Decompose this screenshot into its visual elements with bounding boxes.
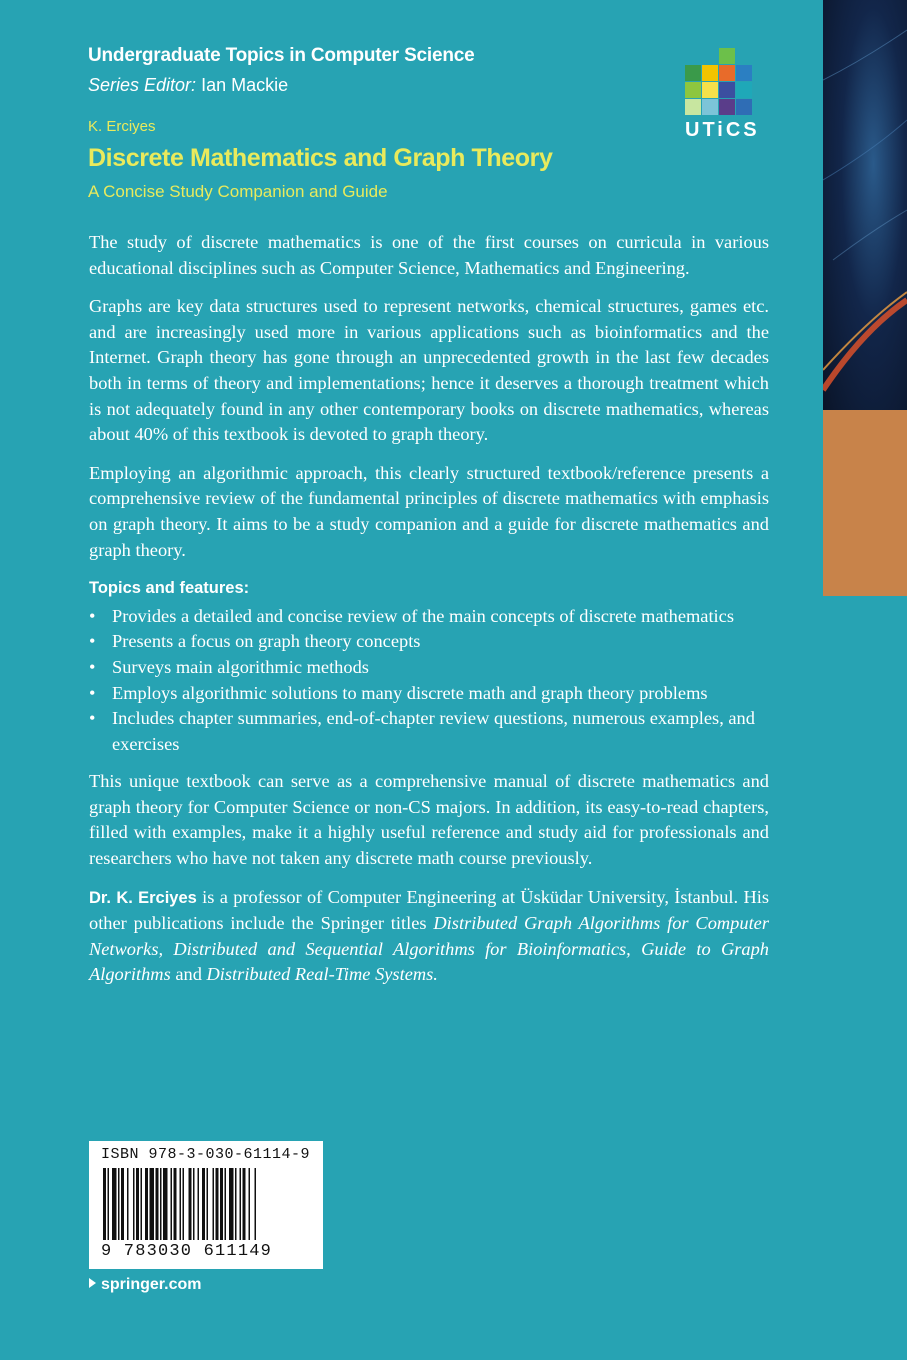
barcode-bar [249, 1168, 251, 1240]
bullet-icon: • [89, 708, 96, 729]
bio-titles: Distributed Real-Time Systems. [206, 964, 438, 985]
blurb-paragraph: Employing an algorithmic approach, this clearly structured textbook/reference presents a comprehensive review of the fundamental principles of discrete mathematics with emphasis on graph theory. It aims to be a study companion and a guide for discrete mathematics and graph theory. [89, 462, 769, 560]
barcode-bar [180, 1168, 182, 1240]
feature-item [89, 629, 769, 655]
utics-logo [685, 48, 760, 142]
barcode-bars [103, 1168, 309, 1240]
feature-text: Presents a focus on graph theory concepts [112, 631, 421, 652]
series-editor-name: Ian Mackie [201, 75, 289, 95]
series-editor [88, 75, 288, 96]
barcode-bar [163, 1168, 168, 1240]
barcode-bar [189, 1168, 192, 1240]
barcode-bar [112, 1168, 117, 1240]
cover-art-dark-panel [823, 0, 907, 410]
book-subtitle: A Concise Study Companion and Guide [88, 182, 388, 201]
cover-art-orange-band [823, 410, 907, 596]
book-title: Discrete Mathematics and Graph Theory [88, 144, 553, 172]
barcode-bar [255, 1168, 257, 1240]
bio-author-name: Dr. K. Erciyes [89, 888, 197, 907]
barcode-bar [183, 1168, 185, 1240]
barcode-bar [216, 1168, 219, 1240]
barcode-bar [229, 1168, 234, 1240]
feature-item [89, 681, 769, 707]
feature-text: Employs algorithmic solutions to many discrete math and graph theory problems [112, 682, 708, 703]
utics-logo-text: UTiCS [685, 119, 760, 141]
feature-item [89, 706, 769, 757]
barcode-bar [133, 1168, 135, 1240]
publisher-url: springer.com [101, 1276, 202, 1293]
closing-paragraph: This unique textbook can serve as a comprehensive manual of discrete mathematics and graph theory for Computer Science or non-CS majors. In addition, its easy-to-read chapters, filled with examples, make it a highly useful reference and study aid for professionals and researchers who have not taken any discrete math course previously. [89, 771, 769, 869]
feature-text: Provides a detailed and concise review of the main concepts of discrete mathematics [112, 605, 734, 626]
barcode-bar [127, 1168, 129, 1240]
barcode-bar [118, 1168, 120, 1240]
barcode-bar [193, 1168, 195, 1240]
barcode-bar [220, 1168, 223, 1240]
barcode-bar [145, 1168, 148, 1240]
series-editor-label: Series Editor: [88, 75, 197, 95]
author-bio [89, 885, 769, 988]
barcode-bar [243, 1168, 246, 1240]
publisher-link[interactable] [89, 1276, 201, 1294]
barcode-bar [213, 1168, 215, 1240]
bio-text: is a professor of Computer Engineering at Üsküdar University, İstanbul. His other publications include the Springer titles [89, 886, 769, 934]
feature-item [89, 655, 769, 681]
feature-item [89, 604, 769, 630]
barcode-digits: 9 783030 611149 [101, 1242, 273, 1261]
barcode-bar [207, 1168, 209, 1240]
author-name: K. Erciyes [88, 118, 156, 135]
feature-text: Includes chapter summaries, end-of-chapter review questions, numerous examples, and exercises [112, 708, 755, 754]
barcode-bar [240, 1168, 242, 1240]
blurb [89, 230, 769, 1001]
series-title: Undergraduate Topics in Computer Science [88, 45, 475, 66]
bullet-icon: • [89, 682, 96, 703]
barcode-bar [160, 1168, 162, 1240]
bullet-icon: • [89, 631, 96, 652]
bio-text: and [170, 964, 207, 985]
isbn-number: ISBN 978-3-030-61114-9 [101, 1146, 311, 1163]
barcode-bar [202, 1168, 205, 1240]
barcode-bar [156, 1168, 159, 1240]
bullet-icon: • [89, 605, 96, 626]
barcode-bar [235, 1168, 237, 1240]
topics-heading: Topics and features: [89, 579, 250, 598]
features-list [89, 604, 769, 758]
bio-titles: Distributed Graph Algorithms for Computer Networks, Distributed and Sequential Algorithms for Bioinformatics, Guide to Graph Algorithms [89, 913, 769, 985]
front-cover-edge-artwork [823, 0, 907, 596]
barcode-bar [174, 1168, 177, 1240]
bullet-icon: • [89, 656, 96, 677]
arrow-right-icon [89, 1278, 96, 1288]
barcode-bar [141, 1168, 143, 1240]
isbn-barcode [89, 1141, 323, 1269]
barcode-bar [103, 1168, 106, 1240]
barcode-bar [225, 1168, 227, 1240]
barcode-bar [150, 1168, 155, 1240]
barcode-bar [121, 1168, 124, 1240]
barcode-bar [108, 1168, 110, 1240]
blurb-paragraph: Graphs are key data structures used to represent networks, chemical structures, games etc. and are increasingly used more in various applications such as bioinformatics and the Internet. Graph theory has gone through an unprecedented growth in the last few decades both in terms of theory and implementations; hence it deserves a thorough treatment which is not adequately found in any other contemporary books on discrete mathematics, whereas about 40% of this textbook is devoted to graph theory. [89, 296, 769, 445]
barcode-bar [136, 1168, 139, 1240]
blurb-paragraph: The study of discrete mathematics is one of the first courses on curricula in various educational disciplines such as Computer Science, Mathematics and Engineering. [89, 232, 769, 278]
barcode-bar [171, 1168, 173, 1240]
barcode-bar [198, 1168, 200, 1240]
feature-text: Surveys main algorithmic methods [112, 656, 369, 677]
utics-color-grid-icon [685, 48, 753, 115]
